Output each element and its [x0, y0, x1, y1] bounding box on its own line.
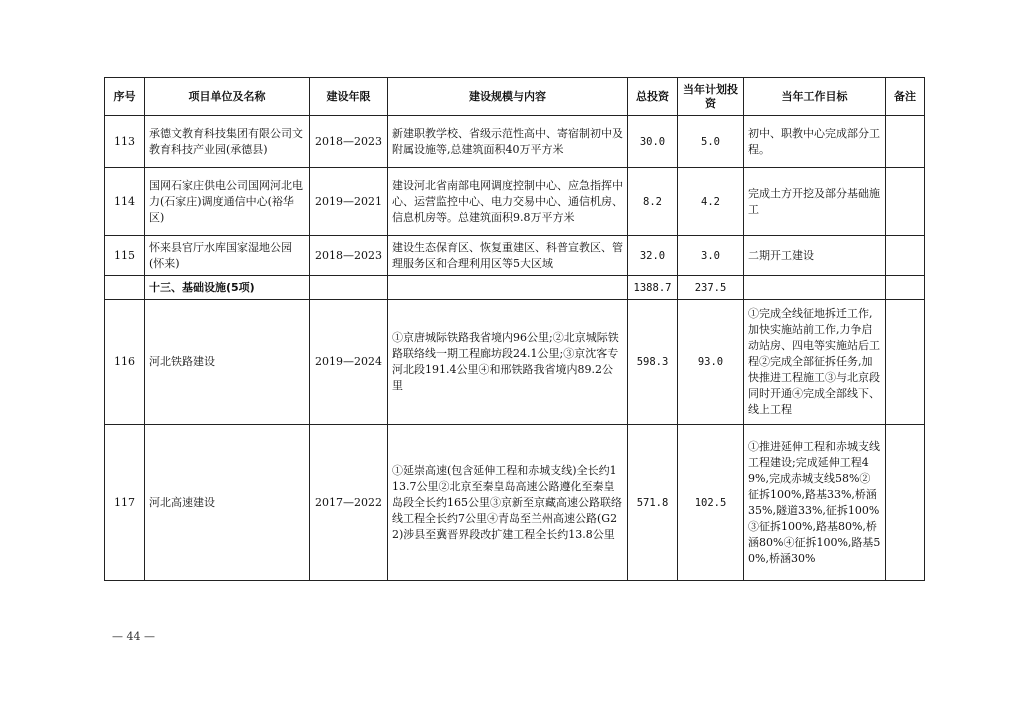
table-row — [105, 168, 925, 236]
row-seq: 117 — [105, 425, 145, 581]
row-goal: 完成土方开挖及部分基础施工 — [744, 168, 886, 236]
header-total: 总投资 — [628, 78, 678, 116]
table-header-row — [105, 78, 925, 116]
row-scope: 建设河北省南部电网调度控制中心、应急指挥中心、运营监控中心、电力交易中心、通信机房、信息机房等。总建筑面积9.8万平方米 — [388, 168, 628, 236]
header-goal: 当年工作目标 — [744, 78, 886, 116]
row-total: 32.0 — [628, 236, 678, 276]
row-period: 2019—2024 — [310, 300, 388, 425]
row-name: 怀来县官厅水库国家湿地公园(怀来) — [145, 236, 310, 276]
row-goal: 二期开工建设 — [744, 236, 886, 276]
row-total: 571.8 — [628, 425, 678, 581]
row-scope: ①延崇高速(包含延伸工程和赤城支线)全长约113.7公里②北京至秦皇岛高速公路遵化至秦皇岛段全长约165公里③京新至京藏高速公路联络线工程全长约7公里④青岛至兰州高速公路(G22)涉县至冀晋界段改扩建工程全长约13.8公里 — [388, 425, 628, 581]
table-row — [105, 300, 925, 425]
header-name: 项目单位及名称 — [145, 78, 310, 116]
row-total: 598.3 — [628, 300, 678, 425]
row-plan: 3.0 — [678, 236, 744, 276]
row-note — [886, 425, 925, 581]
row-note — [886, 168, 925, 236]
section-total: 1388.7 — [628, 276, 678, 300]
row-name: 河北高速建设 — [145, 425, 310, 581]
section-row — [105, 276, 925, 300]
row-period: 2018—2023 — [310, 236, 388, 276]
row-seq: 114 — [105, 168, 145, 236]
project-table — [104, 77, 925, 581]
row-note — [886, 300, 925, 425]
row-goal: ①完成全线征地拆迁工作,加快实施站前工作,力争启动站房、四电等实施站后工程②完成全部征拆任务,加快推进工程施工③与北京段同时开通④完成全部线下、线上工程 — [744, 300, 886, 425]
row-total: 30.0 — [628, 116, 678, 168]
row-note — [886, 236, 925, 276]
row-scope: 新建职教学校、省级示范性高中、寄宿制初中及附属设施等,总建筑面积40万平方米 — [388, 116, 628, 168]
header-scope: 建设规模与内容 — [388, 78, 628, 116]
header-plan: 当年计划投资 — [678, 78, 744, 116]
row-period: 2019—2021 — [310, 168, 388, 236]
section-note — [886, 276, 925, 300]
row-name: 承德文教育科技集团有限公司文教育科技产业园(承德县) — [145, 116, 310, 168]
row-seq: 113 — [105, 116, 145, 168]
section-scope — [388, 276, 628, 300]
row-goal: 初中、职教中心完成部分工程。 — [744, 116, 886, 168]
table-row — [105, 236, 925, 276]
row-period: 2017—2022 — [310, 425, 388, 581]
header-period: 建设年限 — [310, 78, 388, 116]
row-goal: ①推进延伸工程和赤城支线工程建设;完成延伸工程49%,完成赤城支线58%②征拆100%,路基33%,桥涵35%,隧道33%,征拆100%③征拆100%,路基80%,桥涵80%④征拆100%,路基50%,桥涵30% — [744, 425, 886, 581]
section-period — [310, 276, 388, 300]
row-plan: 102.5 — [678, 425, 744, 581]
row-seq: 116 — [105, 300, 145, 425]
row-scope: 建设生态保育区、恢复重建区、科普宣教区、管理服务区和合理利用区等5大区域 — [388, 236, 628, 276]
section-plan: 237.5 — [678, 276, 744, 300]
header-seq: 序号 — [105, 78, 145, 116]
header-note: 备注 — [886, 78, 925, 116]
row-plan: 4.2 — [678, 168, 744, 236]
section-label: 十三、基础设施(5项) — [145, 276, 310, 300]
row-name: 河北铁路建设 — [145, 300, 310, 425]
page-number: — 44 — — [112, 630, 155, 643]
row-name: 国网石家庄供电公司国网河北电力(石家庄)调度通信中心(裕华区) — [145, 168, 310, 236]
row-note — [886, 116, 925, 168]
section-seq — [105, 276, 145, 300]
row-scope: ①京唐城际铁路我省境内96公里;②北京城际铁路联络线一期工程廊坊段24.1公里;③京沈客专河北段191.4公里④和邢铁路我省境内89.2公里 — [388, 300, 628, 425]
table-row — [105, 116, 925, 168]
row-plan: 93.0 — [678, 300, 744, 425]
section-goal — [744, 276, 886, 300]
row-plan: 5.0 — [678, 116, 744, 168]
table-row — [105, 425, 925, 581]
row-total: 8.2 — [628, 168, 678, 236]
row-seq: 115 — [105, 236, 145, 276]
row-period: 2018—2023 — [310, 116, 388, 168]
